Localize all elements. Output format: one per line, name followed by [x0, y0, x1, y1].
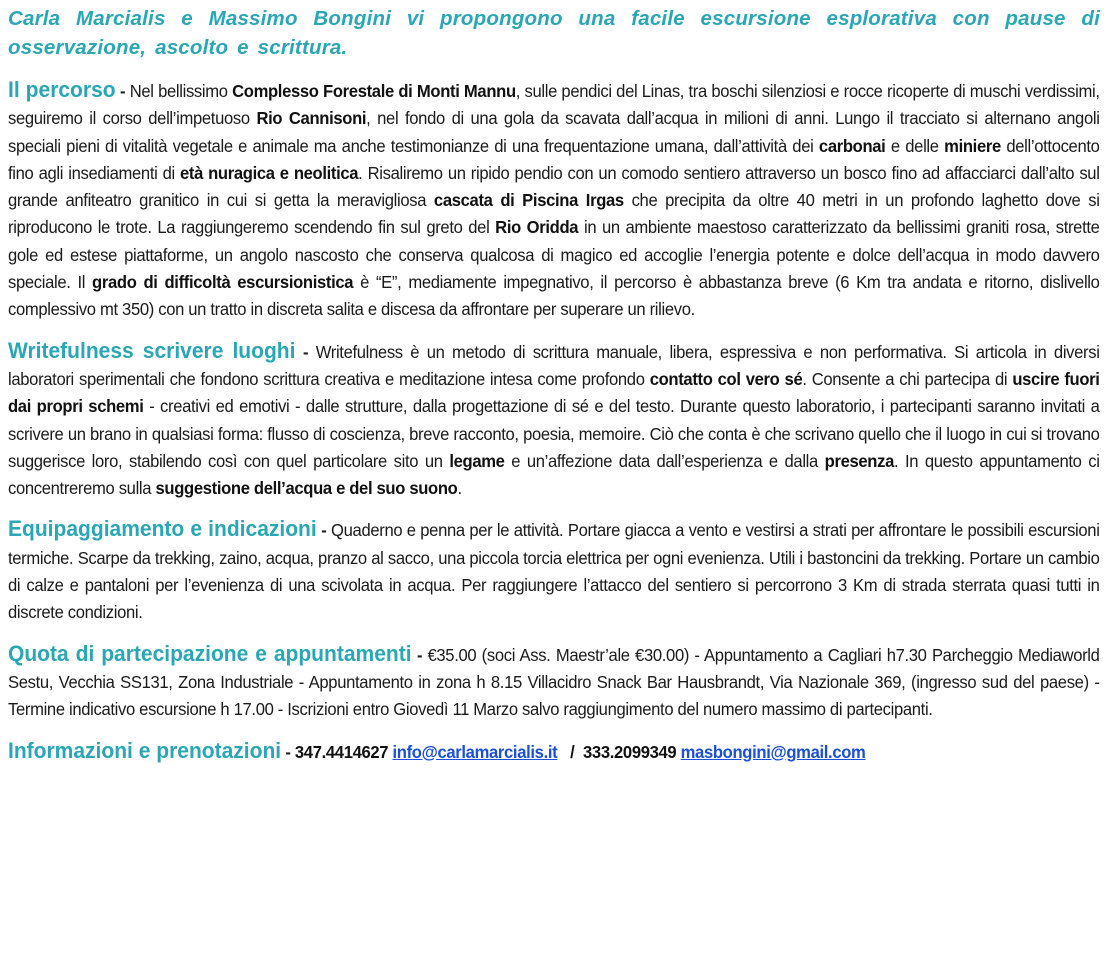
writefulness-bold-2: uscire fuori dai propri schemi: [8, 368, 1100, 417]
writefulness-heading: Writefulness scrivere luoghi: [8, 337, 296, 363]
phone-1: 347.4414627: [294, 741, 389, 762]
writefulness-bold-3: legame: [449, 450, 505, 471]
quota-text-1: €35.00 (soci Ass. Maestr’ale €30.00) - Appuntamento a Cagliari h7.30 Parcheggio Mediaworld Sestu, Vecchia SS131, Zona Industriale - Appuntamento in zona h 8.15 Villacidro Snack Bar Hausbrandt, Via Nazionale 369, (ingresso sud del paese) - Termine indicativo escursione h 17.00 - Iscrizioni entro Giovedì 11 Marzo salvo raggiungimento del numero massimo di partecipanti.: [8, 644, 1100, 720]
section-percorso: [8, 76, 1100, 324]
percorso-text-7: che precipita da oltre 40 metri in un profondo laghetto dove si riproducono le trote. La raggiungeremo scendendo fin sul greto del: [8, 190, 1100, 238]
percorso-bold-7: Rio Oridda: [495, 217, 579, 238]
percorso-bold-4: miniere: [944, 135, 1001, 156]
contact-separator: /: [570, 741, 575, 762]
quota-heading: Quota di partecipazione e appuntamenti: [8, 640, 412, 666]
section-equipaggiamento: [8, 515, 1100, 626]
email-link-1[interactable]: info@carlamarcialis.it: [392, 741, 558, 762]
writefulness-text-3: - creativi ed emotivi - dalle strutture, dalla progettazione di sé e del testo. Durante questo laboratorio, i partecipanti saranno invitati a scrivere un brano in qualsiasi forma: flusso di coscienza, breve racconto, poesia, memoire. Ciò che conta è che scrivano quello che il luogo in cui si trovano suggerisce loro, stabilendo così con quel particolare sito un: [8, 396, 1100, 471]
percorso-heading: Il percorso: [8, 77, 116, 102]
equipaggiamento-dash: -: [316, 520, 332, 541]
percorso-text-4: e delle: [885, 135, 945, 156]
info-heading: Informazioni e prenotazioni: [8, 737, 282, 763]
percorso-bold-8: grado di difficoltà escursionistica: [92, 272, 354, 293]
intro-text: Carla Marcialis e Massimo Bongini vi propongono una facile escursione esplorativa con pause di osservazione, ascolto e scrittura.: [8, 7, 1100, 59]
writefulness-text-4: e un’affezione data dall’esperienza e dalla: [504, 450, 825, 471]
email-link-2[interactable]: masbongini@gmail.com: [680, 741, 866, 762]
writefulness-bold-5: suggestione dell’acqua e del suo suono: [155, 478, 458, 499]
writefulness-text-6: .: [457, 478, 462, 499]
writefulness-text-1: Writefulness è un metodo di scrittura manuale, libera, espressiva e non performativa. Si articola in diversi laboratori sperimentali che fondono scrittura creativa e meditazione intesa come profondo: [8, 341, 1100, 389]
percorso-text-9: è “E”, mediamente impegnativo, il percorso è abbastanza breve (6 Km tra andata e ritorno, dislivello complessivo mt 350) con un tratto in discreta salita e discesa da affrontare per superare un rilievo.: [8, 272, 1100, 320]
phone-2: 333.2099349: [583, 741, 677, 762]
percorso-text-6: . Risaliremo un ripido pendio con un comodo sentiero attraverso un bosco fino ad affacciarci dall’alto sul grande anfiteatro granitico in cui si getta la meravigliosa: [8, 162, 1100, 211]
percorso-text-2: , sulle pendici del Linas, tra boschi silenziosi e rocce ricoperte di muschi verdissimi, seguiremo il corso dell’impetuoso: [8, 81, 1100, 129]
percorso-dash: -: [115, 81, 130, 101]
writefulness-text-2: . Consente a chi partecipa di: [802, 368, 1013, 389]
writefulness-text-5: . In questo appuntamento ci concentreremo sulla: [8, 450, 1100, 499]
writefulness-bold-4: presenza: [824, 450, 894, 471]
quota-dash: -: [411, 644, 428, 665]
info-dash: -: [281, 741, 295, 762]
percorso-bold-1: Complesso Forestale di Monti Mannu: [232, 81, 516, 101]
percorso-bold-3: carbonai: [818, 135, 886, 156]
writefulness-bold-1: contatto col vero sé: [649, 368, 803, 389]
section-quota: [8, 640, 1100, 724]
percorso-text-5: dell’ottocento fino agli insediamenti di: [8, 135, 1100, 183]
percorso-bold-5: età nuragica e neolitica: [179, 162, 359, 183]
writefulness-dash: -: [295, 341, 316, 362]
percorso-text-3: , nel fondo di una gola da scavata dall’acqua in milioni di anni. Lungo il tracciato si alternano angoli speciali pieni di vitalità vegetale e animale ma anche testimonianze di una frequentazione umana, dall’attività dei: [8, 108, 1100, 156]
percorso-text-1: Nel bellissimo: [129, 81, 233, 101]
section-writefulness: [8, 337, 1100, 503]
equipaggiamento-heading: Equipaggiamento e indicazioni: [8, 516, 317, 542]
percorso-bold-2: Rio Cannisoni: [256, 108, 367, 129]
equipaggiamento-text-1: Quaderno e penna per le attività. Portare giacca a vento e vestirsi a strati per affrontare le possibili escursioni termiche. Scarpe da trekking, zaino, acqua, pranzo al sacco, una piccola torcia elettrica per ogni evenienza. Utili i bastoncini da trekking. Portare un cambio di calze e pantaloni per l’evenienza di una scivolata in acqua. Per raggiungere l’attacco del sentiero si percorrono 3 Km di strada sterrata quasi tutti in discrete condizioni.: [8, 520, 1100, 623]
document-page: [8, 4, 1100, 779]
percorso-bold-6: cascata di Piscina Irgas: [433, 190, 624, 211]
percorso-text-8: in un ambiente maestoso caratterizzato da bellissimi graniti rosa, strette gole ed estese piattaforme, un angolo nascosto che conserva qualcosa di magico ed accoglie l’energia potente e dolce dell’acqua in modo davvero speciale. Il: [8, 217, 1100, 293]
section-informazioni: [8, 737, 1100, 766]
